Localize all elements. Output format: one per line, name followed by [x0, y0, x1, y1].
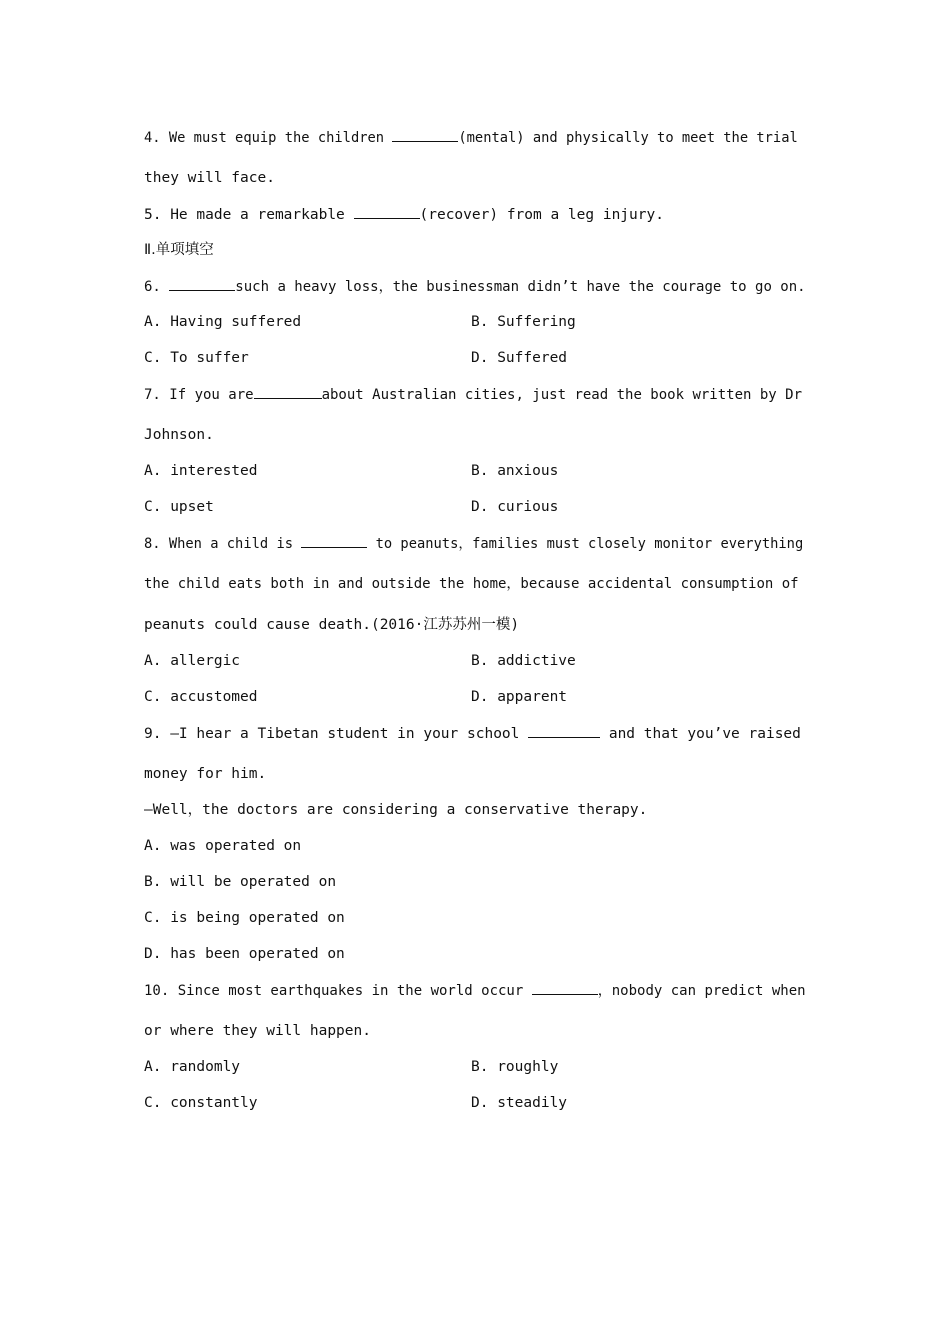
question-5: [144, 204, 664, 225]
q10-text-a: 10. Since most earthquakes in the world occur: [144, 983, 532, 999]
section-title: Ⅱ.单项填空: [144, 242, 214, 258]
q7-text-b: about Australian cities, just read the book written by Dr: [321, 387, 803, 403]
q8-text-a: 8. When a child is: [144, 536, 302, 552]
option-a[interactable]: A. was operated on: [144, 838, 302, 854]
option-c[interactable]: C. is being operated on: [144, 910, 345, 926]
answer-blank[interactable]: [254, 384, 322, 399]
option-d[interactable]: D. Suffered: [471, 350, 568, 366]
question-8-line-3: peanuts could cause death.(2016·江苏苏州一模): [144, 617, 520, 633]
q4-text-b: (mental) and physically to meet the trial: [458, 130, 798, 146]
option-d[interactable]: D. curious: [471, 499, 559, 515]
answer-blank[interactable]: [392, 127, 458, 142]
q9-text-b: and that you’ve raised: [600, 726, 801, 742]
question-10-line-2: or where they will happen.: [144, 1023, 371, 1039]
option-b[interactable]: B. roughly: [471, 1059, 559, 1075]
question-7-line-2: Johnson.: [144, 427, 214, 443]
q10-text-b: ，nobody can predict when: [597, 983, 806, 999]
question-9-line-1: [144, 723, 801, 744]
q5-text-a: 5. He made a remarkable: [144, 207, 354, 223]
option-a[interactable]: A. randomly: [144, 1059, 241, 1075]
q6-text-b: such a heavy loss，the businessman didn’t have the courage to go on.: [235, 279, 806, 295]
answer-blank[interactable]: [301, 533, 367, 548]
question-4-line-2: they will face.: [144, 170, 275, 186]
q4-text-a: 4. We must equip the children: [144, 130, 393, 146]
option-c[interactable]: C. accustomed: [144, 689, 258, 705]
q5-text-b: (recover) from a leg injury.: [419, 207, 664, 223]
q7-text-a: 7. If you are: [144, 387, 254, 403]
question-9-line-3: —Well，the doctors are considering a conservative therapy.: [144, 802, 648, 818]
q6-text-a: 6.: [144, 279, 170, 295]
option-c[interactable]: C. upset: [144, 499, 214, 515]
option-b[interactable]: B. will be operated on: [144, 874, 337, 890]
option-a[interactable]: A. Having suffered: [144, 314, 302, 330]
option-d[interactable]: D. steadily: [471, 1095, 568, 1111]
option-d[interactable]: D. apparent: [471, 689, 568, 705]
option-a[interactable]: A. allergic: [144, 653, 241, 669]
question-8-line-2: the child eats both in and outside the home，because accidental consumption of: [144, 576, 799, 592]
answer-blank[interactable]: [354, 204, 420, 219]
answer-blank[interactable]: [169, 276, 235, 291]
option-d[interactable]: D. has been operated on: [144, 946, 345, 962]
option-b[interactable]: B. addictive: [471, 653, 576, 669]
question-8-line-1: [144, 533, 803, 554]
option-c[interactable]: C. constantly: [144, 1095, 258, 1111]
option-a[interactable]: A. interested: [144, 463, 258, 479]
question-7-line-1: [144, 384, 802, 405]
q9-text-a: 9. —I hear a Tibetan student in your school: [144, 726, 529, 742]
option-c[interactable]: C. To suffer: [144, 350, 249, 366]
question-9-line-2: money for him.: [144, 766, 267, 782]
q8-text-b: to peanuts，families must closely monitor everything: [367, 536, 804, 552]
answer-blank[interactable]: [532, 980, 598, 995]
option-b[interactable]: B. anxious: [471, 463, 559, 479]
question-10-line-1: [144, 980, 806, 1001]
answer-blank[interactable]: [528, 723, 600, 738]
question-4-line-1: [144, 127, 806, 148]
option-b[interactable]: B. Suffering: [471, 314, 576, 330]
question-6: [144, 276, 806, 297]
